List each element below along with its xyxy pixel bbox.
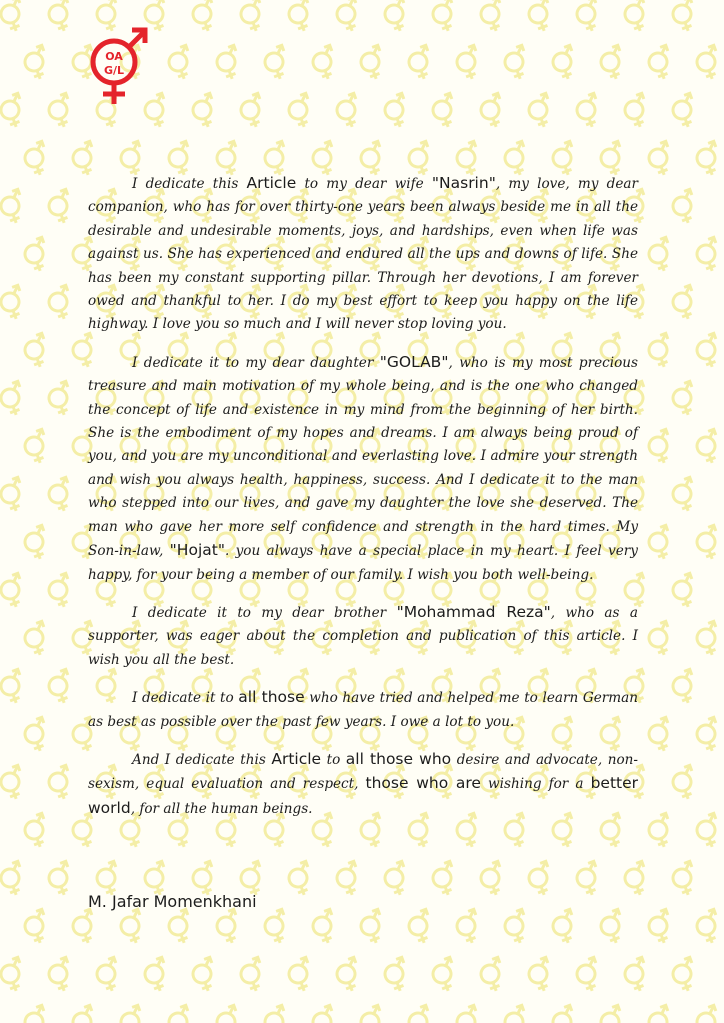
logo-text-bottom: G/L	[103, 64, 125, 77]
gender-symbol-watermark-icon	[261, 45, 292, 82]
gender-symbol-watermark-icon	[0, 381, 28, 418]
emphasis-name-mohammad-reza: "Mohammad Reza"	[396, 602, 551, 621]
gender-symbol-watermark-icon	[333, 93, 364, 130]
gender-symbol-watermark-icon	[693, 1005, 724, 1023]
gender-symbol-watermark-icon	[645, 621, 676, 658]
gender-symbol-watermark-icon	[0, 93, 28, 130]
gender-symbol-watermark-icon	[333, 0, 364, 34]
gender-symbol-watermark-icon	[45, 765, 76, 802]
gender-symbol-watermark-icon	[45, 861, 76, 898]
gender-symbol-watermark-icon	[0, 477, 28, 514]
text-fragment: , who as a supporter, was eager about the completion and publication of this article. I wish you all the best.	[88, 604, 638, 668]
gender-symbol-watermark-icon	[405, 1005, 436, 1023]
dedication-paragraph-daughter	[88, 351, 638, 587]
gender-symbol-watermark-icon	[381, 957, 412, 994]
text-fragment: . you always have a special place in my heart. I feel very happy, for your being a member of our family. I wish you both well-being.	[88, 543, 638, 583]
text-fragment: I dedicate it to my dear brother	[132, 604, 397, 621]
gender-symbol-watermark-icon	[645, 909, 676, 946]
text-fragment: to	[321, 751, 346, 768]
gender-symbol-watermark-icon	[429, 861, 460, 898]
gender-symbol-watermark-icon	[669, 861, 700, 898]
gender-symbol-watermark-icon	[693, 45, 724, 82]
gender-symbol-watermark-icon	[0, 669, 28, 706]
gender-symbol-watermark-icon	[525, 0, 556, 34]
gender-symbol-watermark-icon	[45, 477, 76, 514]
gender-symbol-watermark-icon	[21, 525, 52, 562]
gender-symbol-watermark-icon	[645, 45, 676, 82]
gender-symbol-watermark-icon	[21, 45, 52, 82]
gender-symbol-watermark-icon	[429, 957, 460, 994]
gender-symbol-watermark-icon	[693, 141, 724, 178]
dedication-paragraph-helpers	[88, 686, 638, 734]
text-fragment: wishing for a	[480, 776, 591, 793]
emphasis-text: all those who	[345, 749, 452, 768]
dedication-paragraph-brother	[88, 601, 638, 672]
gender-symbol-watermark-icon	[0, 189, 28, 226]
emphasis-name-hojat: "Hojat"	[169, 541, 225, 560]
gender-symbol-watermark-icon	[477, 0, 508, 34]
gender-symbol-watermark-icon	[669, 285, 700, 322]
gender-symbol-watermark-icon	[285, 957, 316, 994]
gender-symbol-watermark-icon	[45, 93, 76, 130]
gender-symbol-watermark-icon	[141, 957, 172, 994]
gender-symbol-watermark-icon	[645, 1005, 676, 1023]
gender-symbol-watermark-icon	[669, 381, 700, 418]
gender-symbol-watermark-icon	[381, 861, 412, 898]
gender-symbol-watermark-icon	[621, 861, 652, 898]
gender-symbol-watermark-icon	[693, 909, 724, 946]
gender-symbol-watermark-icon	[69, 909, 100, 946]
emphasis-name-golab: "GOLAB"	[379, 352, 449, 371]
gender-symbol-watermark-icon	[549, 909, 580, 946]
text-fragment: And I dedicate this	[132, 751, 272, 768]
gender-symbol-watermark-icon	[21, 237, 52, 274]
gender-symbol-watermark-icon	[357, 45, 388, 82]
gender-symbol-watermark-icon	[45, 381, 76, 418]
gender-symbol-watermark-icon	[189, 93, 220, 130]
gender-symbol-watermark-icon	[573, 861, 604, 898]
emphasis-text: those who are	[365, 774, 481, 793]
gender-symbol-watermark-icon	[21, 429, 52, 466]
gender-symbol-watermark-icon	[645, 333, 676, 370]
gender-symbol-watermark-icon	[693, 717, 724, 754]
gender-symbol-watermark-icon	[45, 957, 76, 994]
gender-symbol-watermark-icon	[501, 909, 532, 946]
gender-symbol-watermark-icon	[693, 525, 724, 562]
gender-symbol-watermark-icon	[525, 93, 556, 130]
gender-symbol-watermark-icon	[621, 957, 652, 994]
text-fragment: I dedicate it to	[132, 690, 239, 707]
gender-symbol-watermark-icon	[669, 573, 700, 610]
gender-symbol-watermark-icon	[645, 429, 676, 466]
emphasis-text: Article	[271, 749, 322, 768]
gender-symbol-watermark-icon	[333, 861, 364, 898]
emphasis-name-nasrin: "Nasrin"	[431, 174, 496, 192]
gender-symbol-watermark-icon	[669, 93, 700, 130]
text-fragment: I dedicate this	[132, 176, 247, 192]
gender-symbol-watermark-icon	[597, 45, 628, 82]
gender-symbol-watermark-icon	[93, 957, 124, 994]
gender-symbol-watermark-icon	[165, 909, 196, 946]
gender-symbol-watermark-icon	[21, 909, 52, 946]
gender-symbol-watermark-icon	[693, 813, 724, 850]
gender-symbol-watermark-icon	[213, 1005, 244, 1023]
gender-symbol-watermark-icon	[261, 909, 292, 946]
gender-symbol-watermark-icon	[285, 93, 316, 130]
gender-symbol-watermark-icon	[69, 1005, 100, 1023]
gender-symbol-watermark-icon	[621, 93, 652, 130]
emphasis-text: all those	[238, 688, 305, 707]
gender-symbol-watermark-icon	[453, 45, 484, 82]
gender-symbol-watermark-icon	[213, 45, 244, 82]
gender-symbol-watermark-icon	[573, 0, 604, 34]
gender-symbol-watermark-icon	[669, 765, 700, 802]
gender-symbol-watermark-icon	[165, 45, 196, 82]
gender-symbol-watermark-icon	[477, 93, 508, 130]
gender-symbol-watermark-icon	[693, 333, 724, 370]
gender-symbol-watermark-icon	[597, 1005, 628, 1023]
gender-symbol-watermark-icon	[237, 0, 268, 34]
gender-symbol-watermark-icon	[45, 573, 76, 610]
gender-symbol-watermark-icon	[0, 285, 28, 322]
gender-symbol-watermark-icon	[645, 525, 676, 562]
dedication-paragraph-wife	[88, 172, 638, 337]
gender-symbol-watermark-icon	[573, 93, 604, 130]
gender-symbol-logo-icon	[84, 22, 154, 108]
gender-symbol-watermark-icon	[237, 957, 268, 994]
gender-symbol-watermark-icon	[669, 477, 700, 514]
gender-symbol-watermark-icon	[669, 0, 700, 34]
gender-symbol-watermark-icon	[0, 573, 28, 610]
dedication-text	[88, 172, 638, 835]
gender-symbol-watermark-icon	[549, 1005, 580, 1023]
gender-symbol-watermark-icon	[21, 333, 52, 370]
gender-symbol-watermark-icon	[669, 669, 700, 706]
gender-symbol-watermark-icon	[189, 957, 220, 994]
gender-symbol-watermark-icon	[693, 237, 724, 274]
gender-symbol-watermark-icon	[285, 861, 316, 898]
gender-symbol-watermark-icon	[165, 1005, 196, 1023]
gender-symbol-watermark-icon	[21, 621, 52, 658]
gender-symbol-watermark-icon	[285, 0, 316, 34]
text-fragment: to my dear wife	[296, 176, 432, 192]
gender-symbol-watermark-icon	[21, 141, 52, 178]
gender-symbol-watermark-icon	[381, 93, 412, 130]
gender-symbol-watermark-icon	[45, 189, 76, 226]
gender-symbol-watermark-icon	[405, 45, 436, 82]
gender-symbol-watermark-icon	[405, 909, 436, 946]
gender-symbol-watermark-icon	[21, 717, 52, 754]
gender-symbol-watermark-icon	[477, 861, 508, 898]
gender-symbol-watermark-icon	[669, 957, 700, 994]
gender-symbol-watermark-icon	[621, 0, 652, 34]
gender-symbol-watermark-icon	[309, 909, 340, 946]
gender-symbol-watermark-icon	[309, 45, 340, 82]
gender-symbol-watermark-icon	[501, 45, 532, 82]
gender-symbol-watermark-icon	[645, 813, 676, 850]
gender-symbol-watermark-icon	[0, 861, 28, 898]
logo-text-top: OA	[105, 50, 123, 63]
gender-symbol-watermark-icon	[645, 141, 676, 178]
gender-symbol-watermark-icon	[597, 909, 628, 946]
signature: M. Jafar Momenkhani	[88, 892, 257, 911]
emphasis-text: better world	[88, 774, 639, 817]
gender-symbol-watermark-icon	[189, 0, 220, 34]
gender-symbol-watermark-icon	[45, 0, 76, 34]
text-fragment: I dedicate it to my dear daughter	[132, 354, 380, 371]
gender-symbol-watermark-icon	[429, 0, 460, 34]
gender-symbol-watermark-icon	[453, 1005, 484, 1023]
gender-symbol-watermark-icon	[573, 957, 604, 994]
gender-symbol-watermark-icon	[21, 813, 52, 850]
gender-symbol-watermark-icon	[0, 765, 28, 802]
gender-symbol-watermark-icon	[429, 93, 460, 130]
text-fragment: who have tried and helped me to learn German as best as possible over the past few years. I owe a lot to you.	[88, 690, 638, 730]
gender-symbol-watermark-icon	[525, 957, 556, 994]
gender-symbol-watermark-icon	[525, 861, 556, 898]
gender-symbol-watermark-icon	[309, 1005, 340, 1023]
gender-symbol-watermark-icon	[117, 1005, 148, 1023]
gender-symbol-watermark-icon	[693, 621, 724, 658]
gender-symbol-watermark-icon	[45, 669, 76, 706]
gender-symbol-watermark-icon	[21, 1005, 52, 1023]
gender-symbol-watermark-icon	[0, 0, 28, 34]
emphasis-text: Article	[246, 174, 297, 192]
gender-symbol-watermark-icon	[357, 909, 388, 946]
gender-symbol-watermark-icon	[645, 717, 676, 754]
gender-symbol-watermark-icon	[357, 1005, 388, 1023]
text-fragment: desire and advocate, non-sexism, equal evaluation and respect,	[88, 751, 638, 793]
text-fragment: , who is my most precious treasure and main motivation of my whole being, and is the one who changed the concept of life and existence in my mind from the beginning of her birth. She is the embodiment of my hopes and dreams. I am always being proud of you, and you are my unconditional and everlasting love. I admire your strength and wish you always health, happiness, success. And I dedicate it to the man who stepped into our lives, and gave my daughter the love she deserved. The man who gave her more self confidence and strength in the hard times. My Son-in-law,	[88, 354, 638, 560]
gender-symbol-watermark-icon	[117, 909, 148, 946]
gender-symbol-watermark-icon	[0, 957, 28, 994]
gender-symbol-watermark-icon	[381, 0, 412, 34]
gender-symbol-watermark-icon	[237, 93, 268, 130]
gender-symbol-watermark-icon	[213, 909, 244, 946]
text-fragment: , for all the human beings.	[130, 800, 313, 817]
gender-symbol-watermark-icon	[261, 1005, 292, 1023]
text-fragment: , my love, my dear companion, who has for over thirty-one years been always beside me in all the desirable and undesirable moments, joys, and hardships, even when life was against us. She has experienced and endured all the ups and downs of life. She has been my constant supporting pillar. Through her devotions, I am forever owed and thankful to her. I do my best effort to keep you happy on the life highway. I love you so much and I will never stop loving you.	[88, 176, 639, 333]
gender-symbol-watermark-icon	[693, 429, 724, 466]
gender-symbol-watermark-icon	[645, 237, 676, 274]
dedication-paragraph-all	[88, 748, 638, 821]
gender-symbol-watermark-icon	[501, 1005, 532, 1023]
gender-symbol-watermark-icon	[333, 957, 364, 994]
gender-symbol-watermark-icon	[477, 957, 508, 994]
gender-symbol-watermark-icon	[669, 189, 700, 226]
gender-symbol-watermark-icon	[549, 45, 580, 82]
gender-symbol-watermark-icon	[45, 285, 76, 322]
gender-symbol-watermark-icon	[453, 909, 484, 946]
